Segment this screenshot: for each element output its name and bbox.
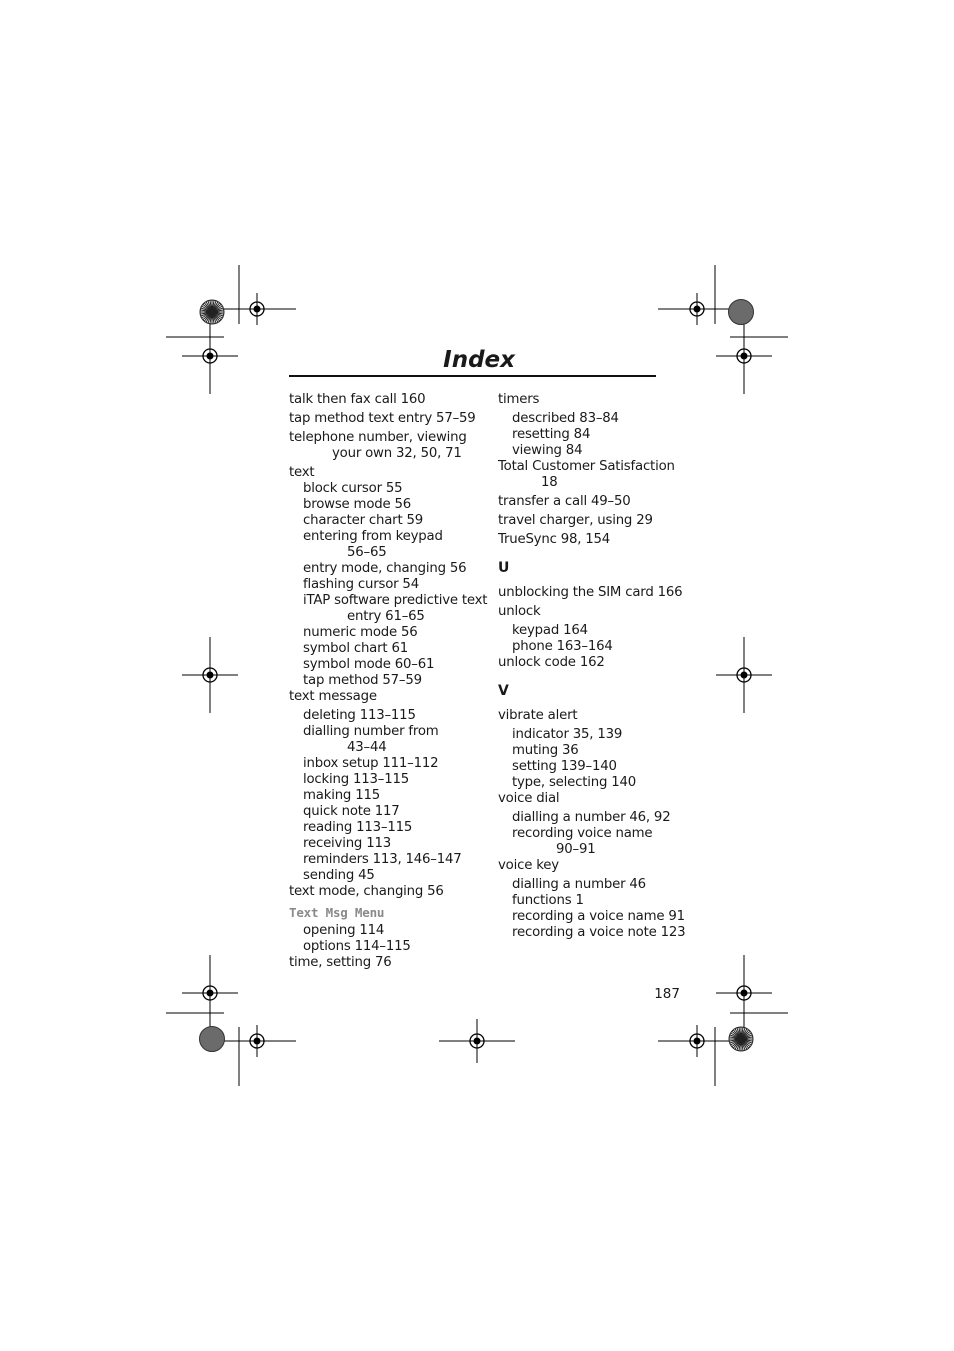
index-subentry: options 114–115 xyxy=(303,939,411,954)
index-subentry: recording a voice note 123 xyxy=(512,925,686,940)
index-entry: transfer a call 49–50 xyxy=(498,494,631,509)
index-entry: unlock xyxy=(498,604,541,619)
index-entry: talk then fax call 160 xyxy=(289,392,426,407)
registration-target-dot xyxy=(207,672,214,679)
index-entry: timers xyxy=(498,392,540,407)
index-subentry: dialling number from xyxy=(303,724,439,739)
index-subentry: deleting 113–115 xyxy=(303,708,416,723)
index-subentry: tap method 57–59 xyxy=(303,673,422,688)
registration-target-dot xyxy=(207,990,214,997)
index-subentry: dialling a number 46 xyxy=(512,877,646,892)
index-entry-continuation: 43–44 xyxy=(347,740,387,755)
index-entry-continuation: 18 xyxy=(541,475,558,490)
index-entry: travel charger, using 29 xyxy=(498,513,653,528)
index-subentry: symbol mode 60–61 xyxy=(303,657,435,672)
index-subentry: browse mode 56 xyxy=(303,497,412,512)
index-subentry: flashing cursor 54 xyxy=(303,577,419,592)
star-target-center xyxy=(739,1037,743,1041)
index-subentry: receiving 113 xyxy=(303,836,391,851)
registration-target-dot xyxy=(254,306,261,313)
index-subentry: functions 1 xyxy=(512,893,584,908)
page-number: 187 xyxy=(654,986,680,1002)
page-title: Index xyxy=(443,347,515,373)
index-entry: text message xyxy=(289,689,377,704)
index-entry: Total Customer Satisfaction xyxy=(498,459,675,474)
index-subentry: iTAP software predictive text xyxy=(303,593,488,608)
section-letter-u: U xyxy=(498,560,510,576)
index-subentry: reading 113–115 xyxy=(303,820,413,835)
index-subentry: entry mode, changing 56 xyxy=(303,561,467,576)
index-subentry: quick note 117 xyxy=(303,804,400,819)
index-entry: tap method text entry 57–59 xyxy=(289,411,476,426)
index-entry: vibrate alert xyxy=(498,708,578,723)
index-entry: voice dial xyxy=(498,791,560,806)
star-target-center xyxy=(210,310,214,314)
index-entry: unlock code 162 xyxy=(498,655,605,670)
index-entry: voice key xyxy=(498,858,559,873)
index-subentry: keypad 164 xyxy=(512,623,588,638)
registration-target-dot xyxy=(254,1038,261,1045)
grey-target-icon xyxy=(729,300,754,325)
index-subentry: type, selecting 140 xyxy=(512,775,637,790)
grey-target-icon xyxy=(200,1027,225,1052)
index-subentry: making 115 xyxy=(303,788,380,803)
index-entry: telephone number, viewing xyxy=(289,430,467,445)
index-column-left xyxy=(289,390,488,971)
index-entry-continuation: your own 32, 50, 71 xyxy=(332,446,462,461)
index-entry-continuation: entry 61–65 xyxy=(347,609,425,624)
index-subentry: entering from keypad xyxy=(303,529,443,544)
index-subentry: symbol chart 61 xyxy=(303,641,408,656)
index-subentry: numeric mode 56 xyxy=(303,625,418,640)
index-subentry: recording voice name xyxy=(512,826,653,841)
registration-target-dot xyxy=(207,353,214,360)
index-subentry: recording a voice name 91 xyxy=(512,909,685,924)
registration-target-dot xyxy=(694,306,701,313)
index-subentry: phone 163–164 xyxy=(512,639,613,654)
index-subentry: viewing 84 xyxy=(512,443,583,458)
index-entry: unblocking the SIM card 166 xyxy=(498,585,683,600)
index-subentry: inbox setup 111–112 xyxy=(303,756,439,771)
menu-name-entry: Text Msg Menu xyxy=(289,905,385,920)
index-subentry: resetting 84 xyxy=(512,427,591,442)
index-subentry: setting 139–140 xyxy=(512,759,617,774)
registration-target-dot xyxy=(474,1038,481,1045)
index-subentry: character chart 59 xyxy=(303,513,424,528)
index-subentry: opening 114 xyxy=(303,923,385,938)
registration-target-dot xyxy=(694,1038,701,1045)
index-subentry: indicator 35, 139 xyxy=(512,727,623,742)
section-letter-v: V xyxy=(498,683,509,699)
index-subentry: muting 36 xyxy=(512,743,579,758)
registration-target-dot xyxy=(741,672,748,679)
index-subentry: locking 113–115 xyxy=(303,772,410,787)
index-column-right xyxy=(498,390,688,941)
index-subentry: sending 45 xyxy=(303,868,375,883)
index-entry: text xyxy=(289,465,315,480)
index-subentry: block cursor 55 xyxy=(303,481,403,496)
index-subentry: reminders 113, 146–147 xyxy=(303,852,462,867)
index-entry: time, setting 76 xyxy=(289,955,392,970)
registration-target-dot xyxy=(741,990,748,997)
index-entry: text mode, changing 56 xyxy=(289,884,444,899)
title-rule xyxy=(289,375,656,377)
index-entry-continuation: 56–65 xyxy=(347,545,387,560)
registration-target-dot xyxy=(741,353,748,360)
index-subentry: dialling a number 46, 92 xyxy=(512,810,671,825)
index-entry-continuation: 90–91 xyxy=(556,842,596,857)
index-entry: TrueSync 98, 154 xyxy=(498,532,611,547)
index-subentry: described 83–84 xyxy=(512,411,619,426)
